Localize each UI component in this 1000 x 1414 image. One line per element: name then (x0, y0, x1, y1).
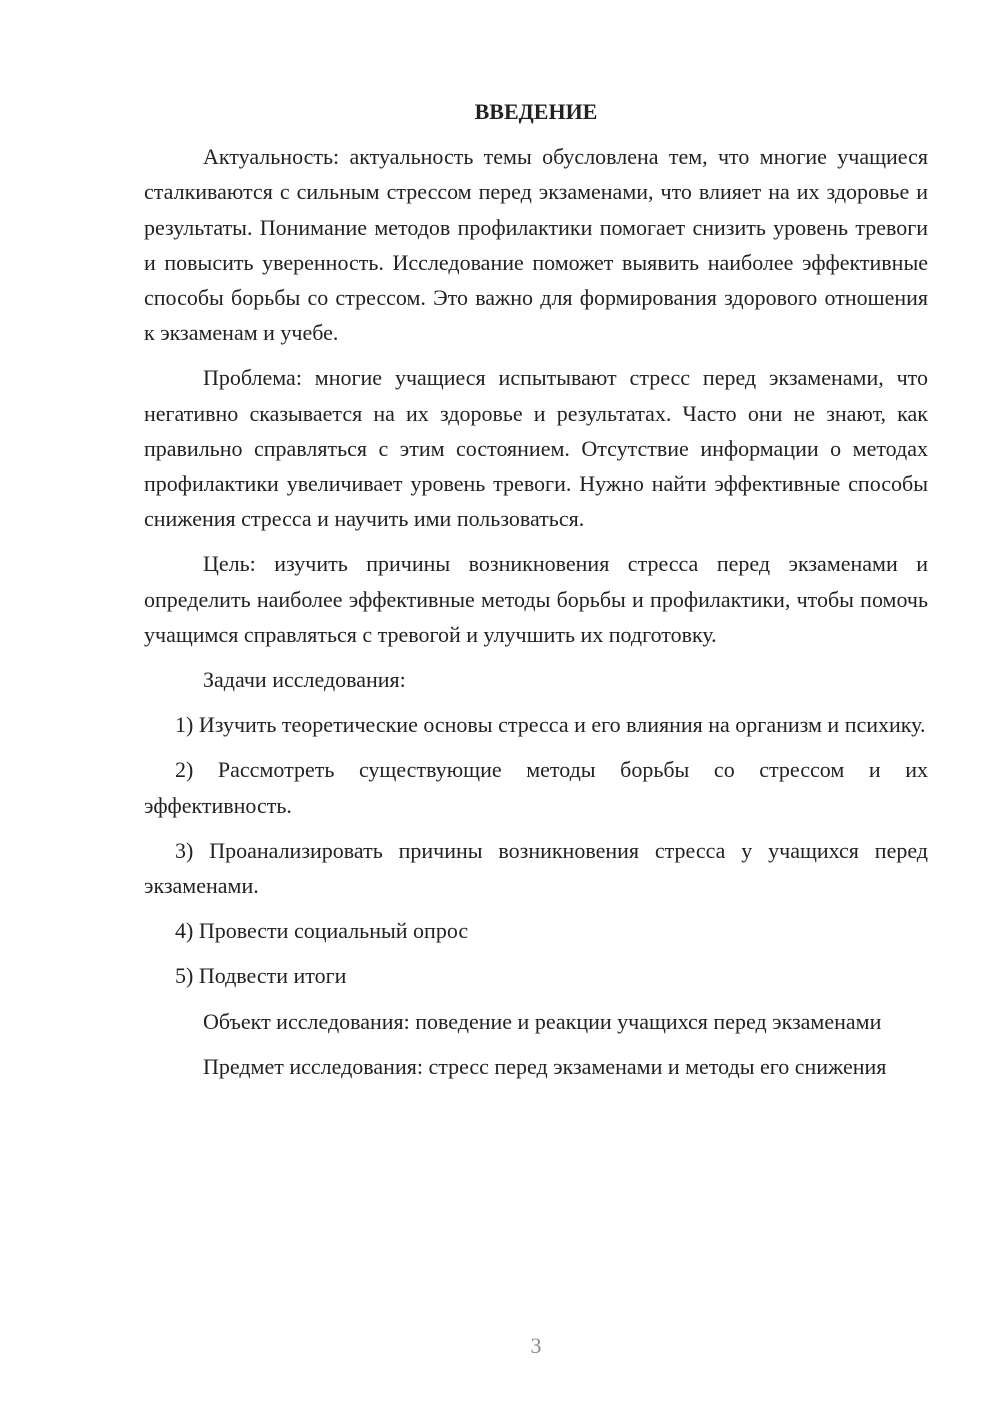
problem-paragraph: Проблема: многие учащиеся испытывают стресс перед экзаменами, что негативно сказывается на их здоровье и результатах. Часто они не знают, как правильно справляться с этим состоянием. Отсутствие информации о методах профилактики увеличивает уровень тревоги. Нужно найти эффективные способы снижения стресса и научить ими пользоваться. (144, 365, 928, 532)
goal-paragraph: Цель: изучить причины возникновения стресса перед экзаменами и определить наиболее эффективные методы борьбы и профилактики, чтобы помочь учащимся справляться с тревогой и улучшить их подготовку. (144, 551, 928, 647)
relevance-paragraph: Актуальность: актуальность темы обусловлена тем, что многие учащиеся сталкиваются с сильным стрессом перед экзаменами, что влияет на их здоровье и результаты. Понимание методов профилактики помогает снизить уровень тревоги и повысить уверенность. Исследование поможет выявить наиболее эффективные способы борьбы со стрессом. Это важно для формирования здорового отношения к экзаменам и учебе. (144, 144, 928, 346)
section-heading: ВВЕДЕНИЕ (474, 99, 598, 124)
document-body (144, 94, 928, 1094)
task-item-2: 2) Рассмотреть существующие методы борьбы со стрессом и их эффективность. (144, 757, 928, 818)
tasks-title: Задачи исследования: (203, 667, 406, 693)
task-item-5: 5) Подвести итоги (175, 963, 347, 989)
research-object-paragraph: Объект исследования: поведение и реакции учащихся перед экзаменами (203, 1008, 882, 1034)
page-number: 3 (530, 1333, 542, 1358)
research-subject-paragraph: Предмет исследования: стресс перед экзаменами и методы его снижения (203, 1053, 887, 1079)
task-item-3: 3) Проанализировать причины возникновения стресса у учащихся перед экзаменами. (144, 837, 928, 899)
task-item-1: 1) Изучить теоретические основы стресса и его влияния на организм и психику. (175, 712, 926, 738)
task-item-4: 4) Провести социальный опрос (175, 918, 469, 944)
tasks-list (144, 707, 928, 993)
